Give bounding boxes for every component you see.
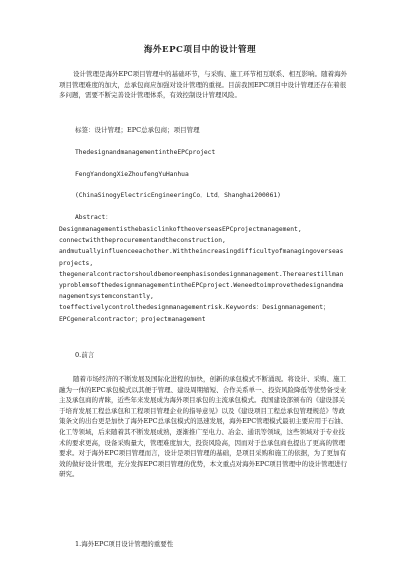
english-abstract-line: EPCgeneralcontractor；projectmanagement [59, 315, 206, 323]
english-abstract-line: projects, [59, 259, 94, 267]
document-title: 海外EPC项目中的设计管理 [143, 45, 257, 55]
english-abstract-label: Abstract： [75, 214, 112, 221]
english-abstract-line: DesignmanagementisthebasiclinkoftheoverseasEPCprojectmanagement, [59, 226, 302, 233]
english-abstract-line: andmutuallyinfluenceeachother.Withtheincreasingdifficultyofmanagingoverseas [59, 248, 344, 256]
english-abstract [59, 224, 350, 325]
english-abstract-line: nagementsystemconstantly, [59, 293, 154, 301]
english-abstract-line: toeffectivelycontrolthedesignmanagementrisk.Keywords：Designmanagement； [59, 304, 330, 312]
english-abstract-line: yproblemsofthedesignmanagementintheEPCproject.Weneedtoimprovethedesignandma [59, 282, 344, 290]
section-heading-preface: 0.前言 [75, 351, 95, 359]
section-heading-importance: 1.海外EPC项目设计管理的重要性 [75, 540, 174, 548]
english-abstract-line: connectwiththeprocurementandtheconstruction, [59, 237, 226, 245]
preface-body: 随着市场经济的不断发展及国际化进程的加快，创新的承包模式不断涌现。将设计、采购、施工融为一体的EPC承包模式以其便于管理、建设周期缩短、合作关系单一、投资风险降低等优势备受业主及承包商的青睐，近些年来发展成为海外项目承包的主流承包模式。我国建设部颁布的《建设部关于培育发展工程总承包和工程项目管理企业的指导意见》以及《建设项目工程总承包管理规范》等政策条文的出台更是加快了海外EPC总承包模式的迅速发展，海外EPC管理模式最初主要应用于石油、化工等领域，后来随着其不断发展成熟，逐渐推广至电力、冶金、通讯等领域，这些领域对于专业技术的要求更高，设备采购量大，管理难度加大，投资风险高，因而对于总承包商也提出了更高的管理要求。对于海外EPC项目管理而言，设计是项目管理的基础，是项目采购和施工的依据，为了更加有效的做好设计管理，充分发挥EPC项目管理的优势，本文重点对海外EPC项目管理中的设计管理进行研究。 [59, 375, 348, 479]
english-authors: FengYandongXieZhoufengYuHanhua [75, 171, 189, 178]
chinese-abstract: 设计管理是海外EPC项目管理中的基础环节，与采购、施工环节相互联系、相互影响。随着海外项目管理难度的加大，总承包商应加强对设计管理的重视。目前我国EPC项目中设计管理还存在着很多问题，需要不断完善设计管理体系，有效控制设计管理风险。 [59, 70, 348, 100]
english-title: ThedesignandmanagementintheEPCproject [75, 149, 216, 156]
english-affiliation: (ChinaSinogyElectricEngineeringCo．Ltd．Shanghai200061) [75, 192, 281, 199]
chinese-keywords: 标签：设计管理；EPC总承包商；项目管理 [75, 126, 200, 134]
english-abstract-line: thegeneralcontractorshouldbemoreemphasisondesignmanagement.Therearestillman [59, 270, 344, 278]
